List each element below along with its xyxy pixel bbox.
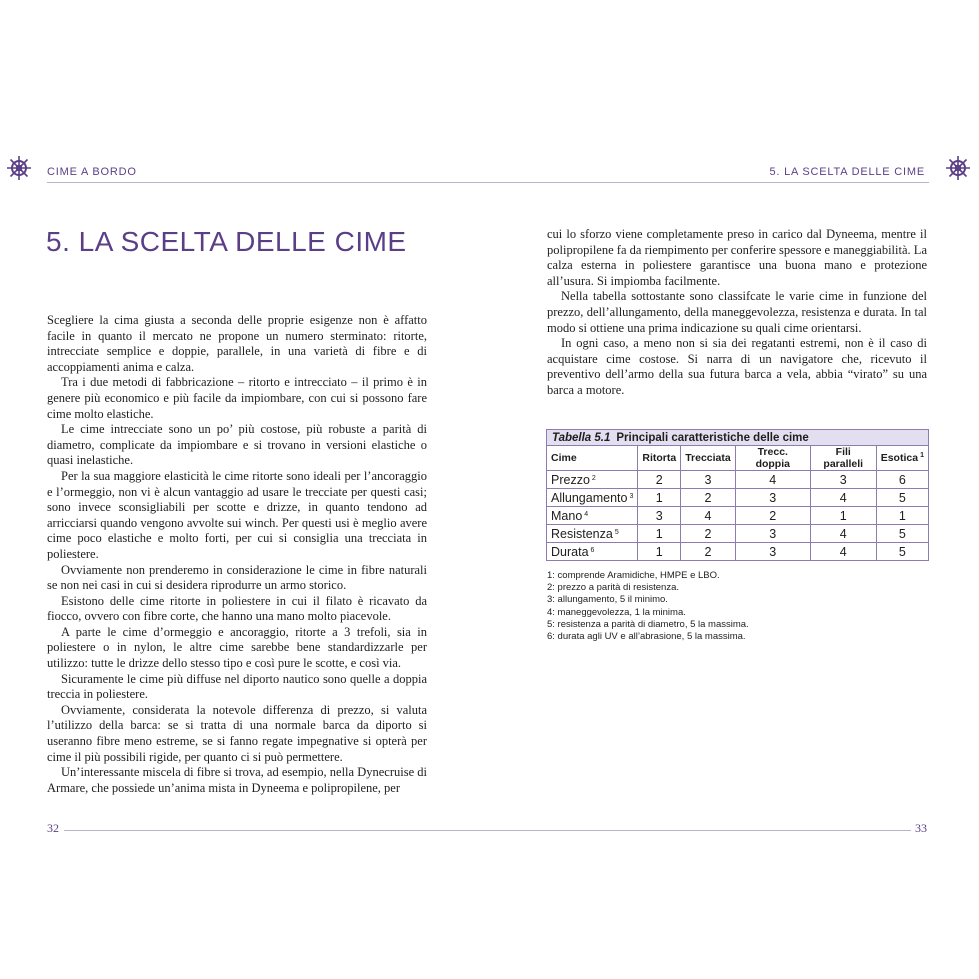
table-cell: 3 [735,489,810,507]
footnote-marker: 2 [591,474,596,482]
paragraph: Nella tabella sottostante sono classifcate le varie cime in funzione del prezzo, dell’allungamento, della maneggevolezza, resistenza e durata. In tal modo si ottiene una prima indicazione su quali cime orientarsi. [547,289,927,335]
running-head-left: CIME A BORDO [47,166,137,178]
table-cell: 4 [810,543,876,561]
column-header: Cime [547,446,638,471]
row-label-text: Allungamento [551,490,628,505]
page-number-left: 32 [47,821,59,835]
characteristics-table [546,429,929,561]
paragraph: Un’interessante miscela di fibre si trova, ad esempio, nella Dynecruise di Armare, che possiede un’anima mista in Dyneema e polipropilene, per [47,765,427,795]
paragraph: cui lo sforzo viene completamente preso in carico dal Dyneema, mentre il polipropilene fa da riempimento per conferire spessore e maneggiabilità. La calza esterna in poliestere garantisce una buona mano e protezione all’usura. Si impiomba facilmente. [547,227,927,288]
paragraph: A parte le cime d’ormeggio e ancoraggio, ritorte a 3 trefoli, sia in poliestere o in nylon, le altre cime sarebbe bene standardizzarle per utilizzo: tutte le drizze dello stesso tipo e così pure le scotte, e così via. [47,624,427,671]
paragraph: Sicuramente le cime più diffuse nel diporto nautico sono quelle a doppia treccia in poliestere. [47,671,427,702]
paragraph: Ovviamente non prenderemo in considerazione le cime in fibre naturali se non nei casi in cui si desidera riprodurre un armo storico. [47,562,427,593]
table-cell: 5 [876,489,928,507]
column-header: Fili paralleli [810,446,876,471]
footnote: 1: comprende Aramidiche, HMPE e LBO. [547,570,720,581]
column-header: Trecciata [681,446,736,471]
table-cell: 3 [681,471,736,489]
paragraph: Esistono delle cime ritorte in poliestere in cui il filato è ricavato da fiocco, ovvero con fibre corte, che hanno una mano molto piacevole. [47,593,427,624]
table-number: Tabella 5.1 [552,432,611,444]
footnote-marker: 6 [590,546,595,554]
footnote-marker: 3 [629,492,634,500]
row-label [547,525,638,543]
paragraph: Le cime intrecciate sono un po’ più costose, più robuste a parità di diametro, complicate da impiombare e si trovano in versioni elastiche o quasi inelastiche. [47,422,427,468]
table-caption [546,429,929,445]
ship-wheel-icon [6,155,32,181]
column-header [876,446,928,471]
row-label [547,489,638,507]
paragraph: Scegliere la cima giusta a seconda delle proprie esigenze non è affatto facile in quanto il mercato ne propone un numero sterminato: ritorte, intrecciate semplice e doppie, parallele, in una varietà di fibre e di accoppiamenti anima e calza. [47,313,427,374]
table-cell: 3 [810,471,876,489]
paragraph: Ovviamente, considerata la notevole differenza di prezzo, si valuta l’utilizzo della barca: se si tratta di una normale barca da diporto si useranno fibre meno estreme, se si fanno regate impegnative si opterà per cime il più possibili rigide, per quanto ci si può permettere. [47,702,427,764]
footnote: 4: maneggevolezza, 1 la minima. [547,606,686,618]
table-cell: 2 [681,489,736,507]
row-label [547,543,638,561]
table-cell: 3 [638,507,681,525]
paragraph: Per la sua maggiore elasticità le cime ritorte sono ideali per l’ancoraggio e l’ormeggio, non vi è alcun vantaggio ad usare le trecciate per questi casi; sono invece sconsigliabili per scotte e drizze, in quanto tendono ad arricciarsi quando vengono avvolte sui winch. Per questi usi è meglio avere cime poco elastiche e molto forti, per cui si consiglia una trecciata in poliestere. [47,468,427,561]
paragraph: Tra i due metodi di fabbricazione – ritorto e intrecciato – il primo è in genere più economico e più facile da impiombare, con cui si possono fare cime molto elastiche. [47,375,427,421]
footer-rule [64,830,911,831]
table-cell: 1 [638,489,681,507]
table [546,445,929,561]
footnote-marker: 1 [920,452,924,459]
table-header-row [547,446,929,471]
column-header-label: Esotica [880,452,919,464]
column-header: Ritorta [638,446,681,471]
table-cell: 1 [638,543,681,561]
row-label-text: Durata [551,544,589,559]
table-row [547,489,929,507]
footnote: 2: prezzo a parità di resistenza. [547,582,680,594]
table-cell: 4 [810,489,876,507]
row-label-text: Mano [551,508,583,523]
table-cell: 4 [735,471,810,489]
table-cell: 4 [810,525,876,543]
table-row [547,543,929,561]
left-column [47,313,427,796]
footnote-marker: 5 [614,528,619,536]
footnote-marker: 4 [584,510,589,518]
table-cell: 2 [681,543,736,561]
column-header: Trecc. doppia [735,446,810,471]
table-row [547,471,929,489]
table-cell: 4 [681,507,736,525]
chapter-title: 5. LA SCELTA DELLE CIME [46,226,407,257]
footnote: 3: allungamento, 5 il minimo. [547,594,668,606]
running-head-right: 5. LA SCELTA DELLE CIME [769,166,925,178]
table-row [547,507,929,525]
table-cell: 2 [735,507,810,525]
table-cell: 3 [735,543,810,561]
paragraph: In ogni caso, a meno non si sia dei regatanti estremi, non è il caso di acquistare cime costose. Si narra di un navigatore che, ricevuto il preventivo dell’armo della sua futura barca a vela, abbia “virato” su una barca a motore. [547,336,927,397]
ship-wheel-icon [945,155,971,181]
page-number-right: 33 [915,821,927,835]
row-label [547,507,638,525]
table-cell: 2 [638,471,681,489]
table-footnotes [547,570,749,643]
table-cell: 3 [735,525,810,543]
table-cell: 1 [810,507,876,525]
table-cell: 5 [876,525,928,543]
table-row [547,525,929,543]
header-rule [47,182,929,183]
footnote: 6: durata agli UV e all’abrasione, 5 la massima. [547,631,746,643]
right-column [547,227,927,399]
table-cell: 1 [638,525,681,543]
row-label [547,471,638,489]
row-label-text: Prezzo [551,472,590,487]
table-cell: 6 [876,471,928,489]
table-cell: 2 [681,525,736,543]
row-label-text: Resistenza [551,526,613,541]
table-cell: 1 [876,507,928,525]
footnote: 5: resistenza a parità di diametro, 5 la massima. [547,618,749,630]
table-title: Principali caratteristiche delle cime [616,432,809,444]
table-cell: 5 [876,543,928,561]
